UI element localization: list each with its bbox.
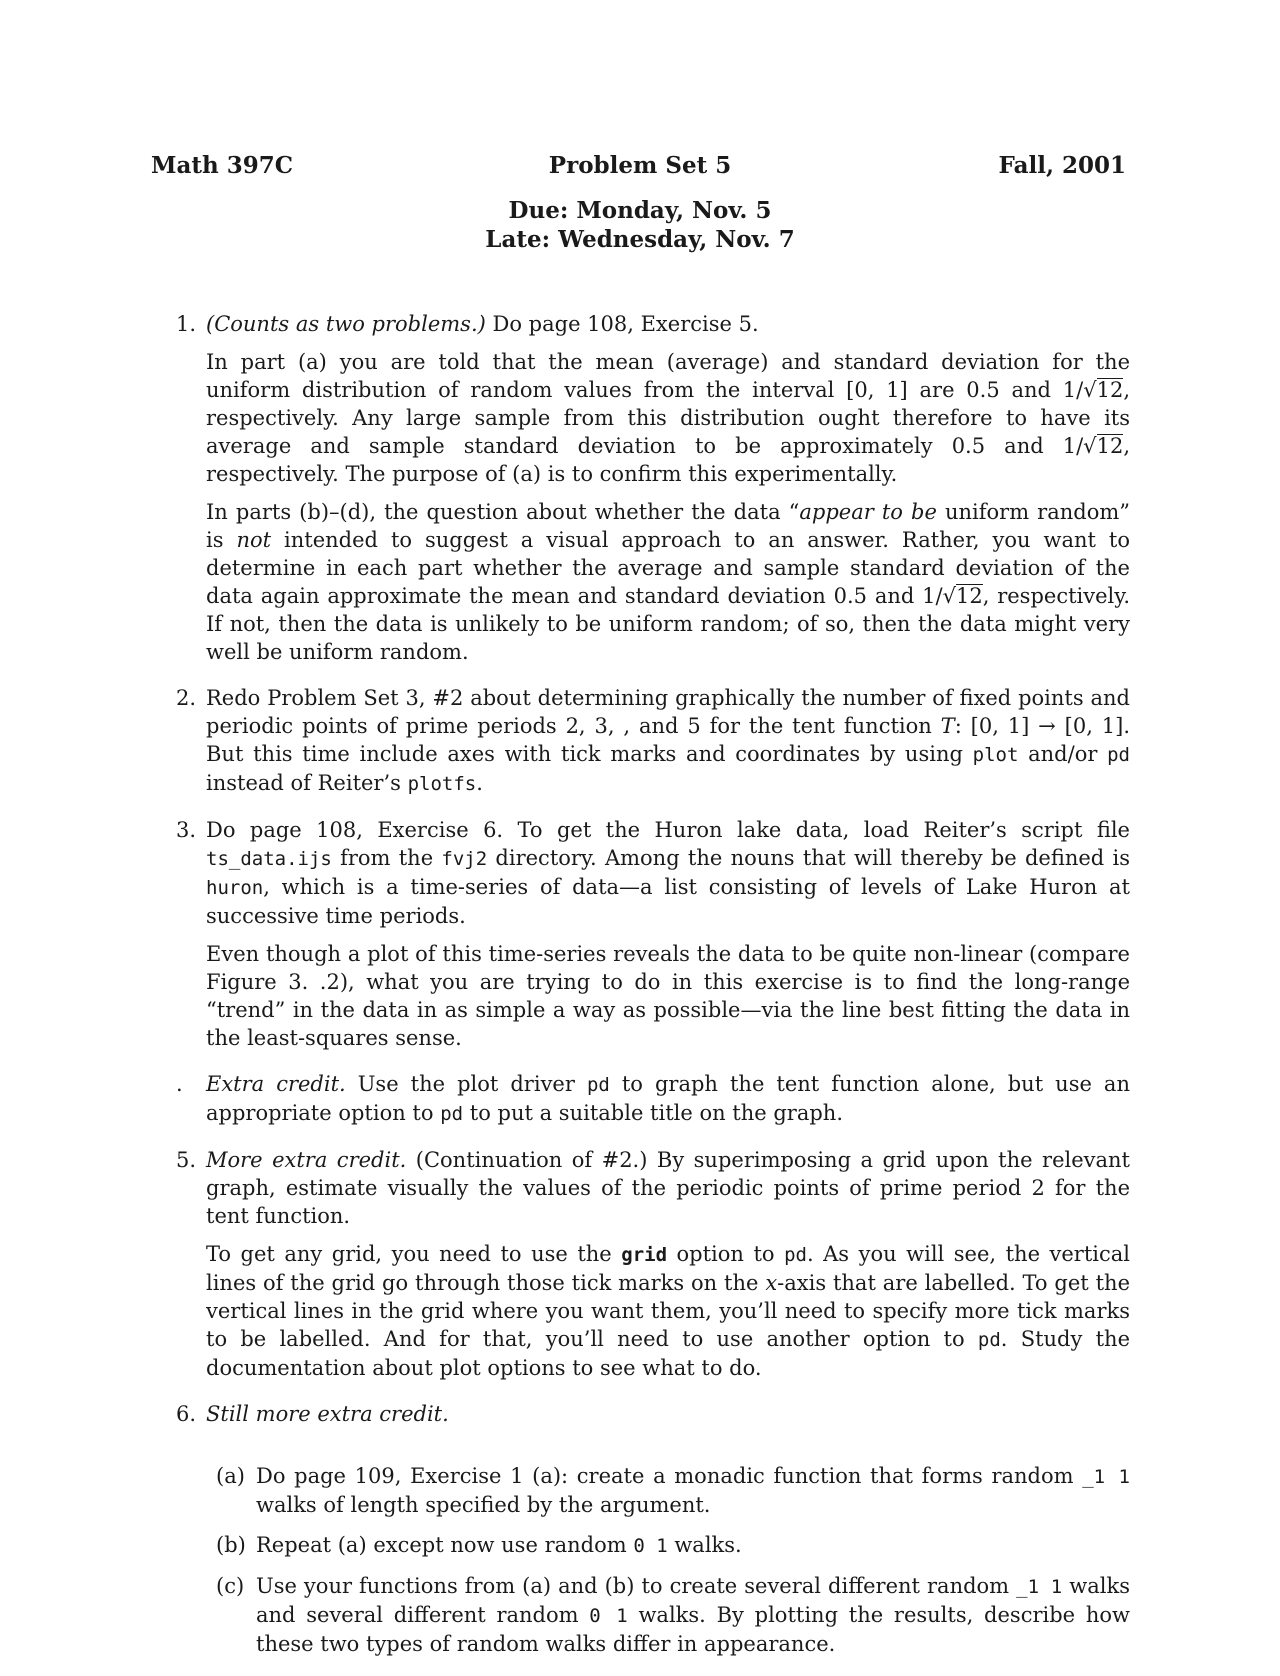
code: huron (206, 877, 264, 899)
math-variable: x (765, 1271, 778, 1295)
text: : [0, 1] → [0, 1]. But this time include axes with tick marks and coordinates by using (206, 714, 1130, 766)
code: 0 1 (633, 1535, 668, 1557)
problem-3-paragraph-2: Even though a plot of this time-series reveals the data to be quite non-linear (compare Figure 3. .2), what you are trying to do in this exercise is to find the long-range “trend” in the data in as simple a way as possible—via the line best fitting the data in the least-squares sense. (206, 942, 1130, 1050)
sqrt-radicand: 12 (1096, 378, 1124, 402)
problem-list (176, 310, 1130, 1676)
subpart-b (206, 1531, 1130, 1560)
problem-number: 1. (176, 312, 197, 336)
code: 0 1 (589, 1605, 628, 1627)
problem-number: 3. (176, 818, 197, 842)
text: and/or (1018, 742, 1108, 766)
subpart-label: (c) (216, 1574, 245, 1598)
problem-1-lead (206, 310, 1130, 338)
problem-1-lead-text: Do page 108, Exercise 5. (485, 312, 759, 336)
math-variable: T (940, 714, 955, 738)
document-title: Problem Set 5 (548, 152, 732, 179)
code: plot (972, 744, 1019, 766)
text: intended to suggest a visual approach to an answer. Rather, you want to determine in each part whether the average and sample standard deviation of the data again approximate the mean and standard deviation 0.5 and 1/√ (206, 528, 1130, 608)
problem-4-text (206, 1070, 1130, 1128)
text: , respectively. Any large sample from this distribution ought therefore to have its average and sample standard deviation to be approximately 0.5 and 1/√ (206, 378, 1130, 458)
text: walks. By plotting the results, describe how these two types of random walks differ in appearance. (256, 1603, 1130, 1656)
due-date: Due: Monday, Nov. 5 (508, 197, 772, 224)
text: In part (a) you are told that the mean (average) and standard deviation for the uniform distribution of random values from the interval [0, 1] are 0.5 and 1/√ (206, 350, 1130, 402)
problem-6 (176, 1400, 1130, 1658)
text: (Continuation of #2.) By superimposing a grid upon the relevant graph, estimate visually the values of the periodic points of prime period 2 for the tent function. (206, 1148, 1130, 1228)
late-date: Late: Wednesday, Nov. 7 (485, 226, 795, 253)
emphasis: Extra credit. (206, 1072, 346, 1096)
sqrt-radicand: 12 (955, 584, 983, 608)
term: Fall, 2001 (998, 152, 1126, 179)
code: pd (586, 1074, 610, 1096)
code: pd (1107, 744, 1130, 766)
problem-number: 5. (176, 1148, 197, 1172)
text: option to (667, 1242, 785, 1266)
problem-6-subparts (206, 1462, 1130, 1658)
emphasis: not (236, 528, 272, 552)
text: from the (331, 846, 442, 870)
code: _1 1 (1016, 1576, 1063, 1598)
problem-3-text (206, 816, 1130, 930)
text: To get any grid, you need to use the (206, 1242, 622, 1266)
problem-number: 6. (176, 1402, 197, 1426)
text: walks. (667, 1533, 742, 1557)
problem-number: . (176, 1072, 183, 1096)
text: Do page 109, Exercise 1 (a): create a monadic function that forms random (256, 1464, 1083, 1488)
text: , which is a time-series of data—a list consisting of levels of Lake Huron at successive time periods. (206, 875, 1130, 928)
problem-6-text (206, 1400, 1130, 1428)
text: . As you will see, the vertical lines of the grid go through those tick marks on the (206, 1242, 1130, 1295)
text: uniform random” is (206, 500, 1131, 552)
text: instead of Reiter’s (206, 771, 408, 795)
subpart-label: (a) (216, 1464, 245, 1488)
problem-2 (176, 684, 1130, 798)
subpart-c (206, 1572, 1130, 1658)
problem-4 (176, 1070, 1130, 1128)
problem-2-text (206, 684, 1130, 798)
course-name: Math 397C (151, 152, 294, 179)
code: pd (977, 1329, 1001, 1351)
problem-1 (176, 310, 1130, 666)
code: pd (440, 1103, 464, 1125)
subpart-a (206, 1462, 1130, 1519)
sqrt-radicand: 12 (1096, 434, 1124, 458)
subpart-label: (b) (216, 1533, 246, 1557)
text: In parts (b)–(d), the question about whether the data “ (206, 500, 800, 524)
text: to put a suitable title on the graph. (463, 1101, 844, 1125)
text: Redo Problem Set 3, #2 about determining graphically the number of fixed points and periodic points of prime periods 2, 3, , and 5 for the tent function (206, 686, 1130, 738)
code: pd (784, 1244, 807, 1266)
text: Use the plot driver (345, 1072, 587, 1096)
problem-5-paragraph-2 (206, 1240, 1130, 1382)
problem-5-text (206, 1146, 1130, 1230)
code: fvj2 (441, 848, 488, 870)
text: Do page 108, Exercise 6. To get the Huron lake data, load Reiter’s script file (206, 818, 1130, 842)
code: ts_data.ijs (206, 848, 332, 870)
emphasis: appear to be (799, 500, 937, 524)
text: . (476, 771, 483, 795)
problem-5 (176, 1146, 1130, 1382)
code: grid (621, 1244, 668, 1266)
text: . Study the documentation about plot options to see what to do. (206, 1327, 1130, 1380)
text: directory. Among the nouns that will thereby be defined is (487, 846, 1130, 870)
problem-1-paragraph-3 (206, 498, 1130, 666)
text: walks of length specified by the argument. (256, 1493, 711, 1517)
problem-1-paragraph-2 (206, 348, 1130, 488)
text: to graph the tent function alone, but use an appropriate option to (206, 1072, 1130, 1125)
code: plotfs (407, 773, 477, 795)
problem-3 (176, 816, 1130, 1052)
text: , respectively. The purpose of (a) is to confirm this experimentally. (206, 434, 1130, 486)
text: , respectively. If not, then the data is unlikely to be uniform random; of so, then the data might very well be uniform random. (206, 584, 1131, 664)
text: walks and several different random (256, 1574, 1130, 1627)
text: Use your functions from (a) and (b) to create several different random (256, 1574, 1017, 1598)
due-dates (0, 196, 1280, 254)
problem-1-note: (Counts as two problems.) (206, 312, 486, 336)
emphasis: Still more extra credit. (206, 1402, 449, 1426)
problem-number: 2. (176, 686, 197, 710)
emphasis: More extra credit. (206, 1148, 407, 1172)
code: _1 1 (1082, 1466, 1130, 1488)
text: Repeat (a) except now use random (256, 1533, 634, 1557)
text: -axis that are labelled. To get the vertical lines in the grid where you want them, you’ll need to specify more tick marks to be labelled. And for that, you’ll need to use another option to (206, 1271, 1130, 1351)
